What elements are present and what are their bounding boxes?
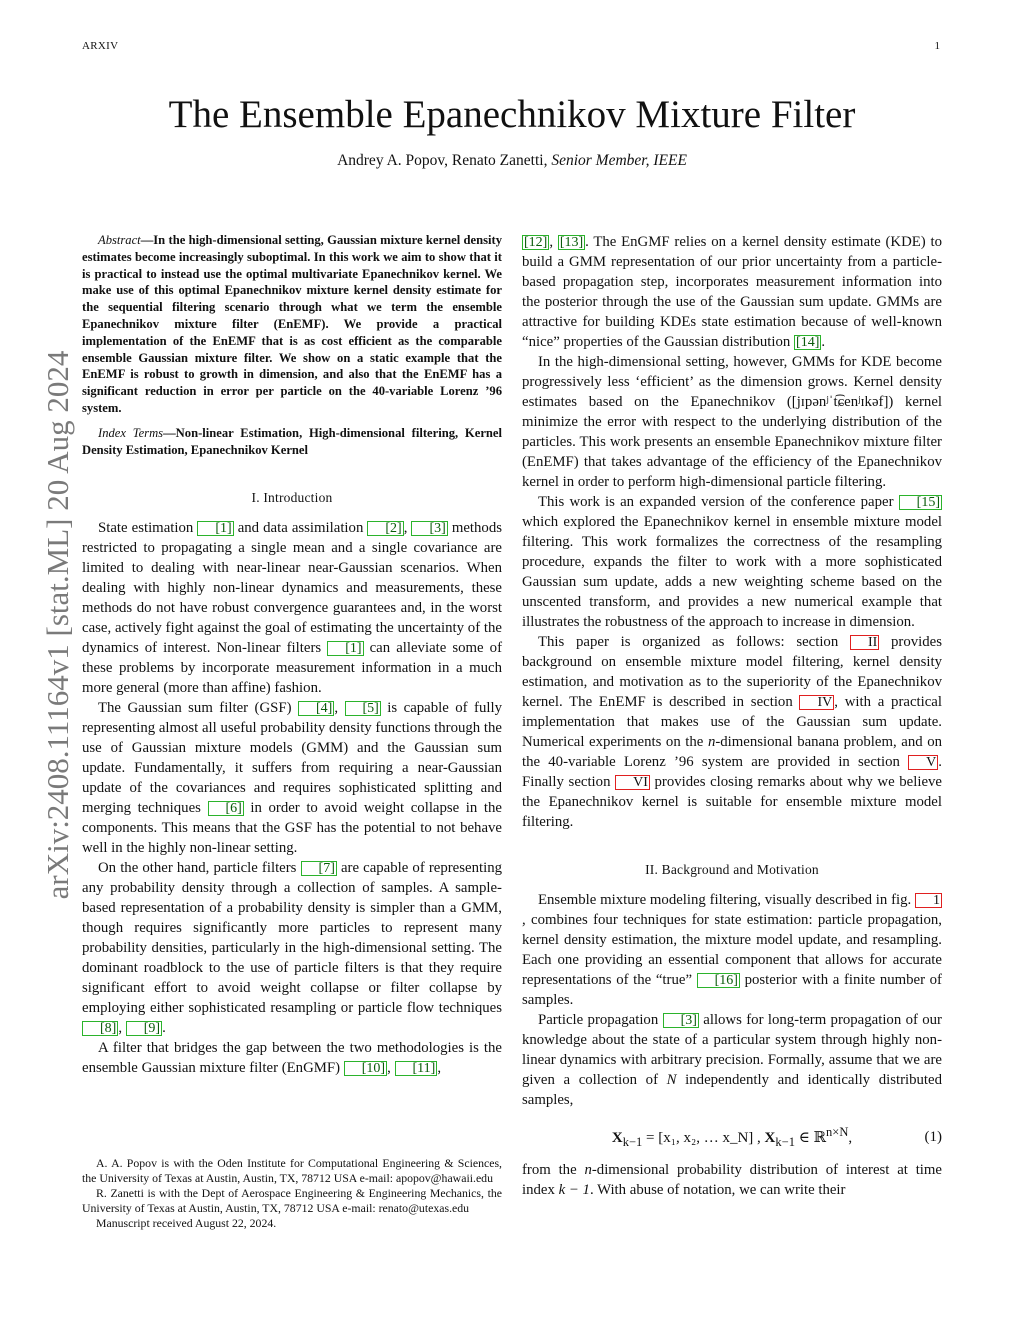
footnote-zanetti: R. Zanetti is with the Dept of Aerospace Engineering & Engineering Mechanics, the University of Texas at Austin, Austin, TX, 78712 USA e-mail: renato@utexas.edu xyxy=(82,1186,502,1215)
footnote-manuscript: Manuscript received August 22, 2024. xyxy=(96,1216,277,1230)
index-terms-text: —Non-linear Estimation, High-dimensional filtering, Kernel Density Estimation, Epanechnikov Kernel xyxy=(82,425,502,457)
section-heading-introduction: I. Introduction xyxy=(251,490,333,506)
intro-paragraph-4: A filter that bridges the gap between the two methodologies is the ensemble Gaussian mixture filter (EnGMF) [10] , [11] , xyxy=(82,1040,502,1077)
footnote-popov: A. A. Popov is with the Oden Institute for Computational Engineering & Sciences, the University of Texas at Austin, Austin, TX, 78712 USA e-mail: apopov@hawaii.edu xyxy=(82,1156,502,1185)
figure-link[interactable]: 1 xyxy=(915,893,942,908)
equation-body: $X_{k-1} = [x_1$, x₂, … x_N] , $X_{k-1}$ ∈ ℝ$^{n\times N}$, xyxy=(611,1125,853,1149)
right-paragraph-1: In the high-dimensional setting, however, GMMs for KDE become progressively less ‘efficient’ as the dimension grows. Kernel density estimates based on the Epanechnikov ([jɪpənʲˈt͡ɕenʲɪkəf]) kernel minimize the error with respect to the underlying distribution of the particles. This work presents an ensemble Epanechnikov mixture filter (EnEMF) that takes advantage of the efficiency of the Epanechnikov kernel in order to perform high-dimensional particle filtering. xyxy=(522,354,942,490)
citation-link[interactable]: [15] xyxy=(899,495,942,510)
citation-link[interactable]: [6] xyxy=(208,801,244,816)
right-paragraph-2: This work is an expanded version of the conference paper [15] which explored the Epanechnikov kernel in ensemble mixture model filtering. This work formalizes the correctness of the resampling procedure, expands the filter to work with a more sophisticated Gaussian sum update, adds a new weighting scheme based on the unscented transform, and provides a new numerical example that illustrates the robustness of the approach to increase in dimension. xyxy=(522,494,942,630)
citation-link[interactable]: [16] xyxy=(697,973,740,988)
page-number: 1 xyxy=(934,40,940,52)
index-terms-lead: Index Terms xyxy=(98,425,164,440)
right-paragraph-6: from the n-dimensional probability distribution of interest at time index k − 1. With abuse of notation, we can write their xyxy=(522,1162,942,1198)
citation-link[interactable]: [1] xyxy=(197,521,233,536)
section-link[interactable]: II xyxy=(850,635,879,650)
equation-1 xyxy=(522,1122,942,1152)
arxiv-sidebar-identifier: arXiv:2408.11164v1 [stat.ML] 20 Aug 2024 xyxy=(40,350,75,900)
citation-link[interactable]: [5] xyxy=(345,701,381,716)
citation-link[interactable]: [11] xyxy=(395,1061,438,1076)
citation-link[interactable]: [10] xyxy=(344,1061,387,1076)
section-link[interactable]: VI xyxy=(615,775,650,790)
right-paragraph-4: Ensemble mixture modeling filtering, visually described in fig. 1, combines four techniques for state estimation: particle propagation, kernel density estimation, the mixture model update, and resampling. Each one providing an essential component that allows for accurate representations of the “true” [16] posterior with a finite number of samples. xyxy=(522,892,942,1008)
citation-link[interactable]: [12] xyxy=(524,235,548,250)
author-line xyxy=(0,152,1024,170)
footnotes xyxy=(82,1156,502,1231)
abstract xyxy=(82,232,502,417)
citation-link[interactable]: [4] xyxy=(298,701,334,716)
citation-link[interactable]: [1] xyxy=(327,641,363,656)
citation-link[interactable]: [2] xyxy=(367,521,403,536)
author-role: Senior Member, IEEE xyxy=(551,152,687,169)
citation-link[interactable]: [14] xyxy=(796,335,820,350)
left-column xyxy=(82,232,502,1078)
right-column xyxy=(522,232,942,1200)
citation-link[interactable]: [8] xyxy=(82,1021,118,1036)
right-paragraph-5: Particle propagation [3] allows for long-term propagation of our knowledge about the state of a particular system through highly non-linear dynamics with arbitrary precision. Formally, assume that we are given a collection of N independently and identically distributed samples, xyxy=(522,1012,942,1108)
citation-link[interactable]: [9] xyxy=(126,1021,162,1036)
intro-paragraph-3: On the other hand, particle filters [7] are capable of representing any probability density through a collection of samples. A sample-based representation of a probability density is simpler than a GMM, though requires significantly more particles to represent many probability densities, particularly in the high-dimensional setting. The dominant roadblock to the use of particle filters is that they require significant effort to avoid weight collapse or filter collapse by employing either sophisticated resampling or particle flow techniques [8] , [9] . xyxy=(82,860,502,1037)
abstract-lead: Abstract xyxy=(98,233,141,247)
author-names: Andrey A. Popov, Renato Zanetti, xyxy=(337,152,548,169)
index-terms xyxy=(82,425,502,459)
intro-paragraph-2: The Gaussian sum filter (GSF) [4] , [5] is capable of fully representing almost all useful probability density functions through the use of Gaussian mixture models (GMM) and the Gaussian sum update. Fundamentally, it suffers from requiring a near-Gaussian update of the covariances and requires sophisticated splitting and merging techniques [6] in order to avoid weight collapse in the components. This means that the GSF has the potential to not behave well in the highly non-linear setting. xyxy=(82,700,503,857)
running-header-left: ARXIV xyxy=(82,40,119,52)
right-paragraph-3: This paper is organized as follows: section II provides background on ensemble mixture model filtering, kernel density estimation, and motivation as to the superiority of the Epanechnikov kernel. The EnEMF is described in section IV , with a practical implementation that makes use of the Gaussian sum update. Numerical experiments on the n-dimensional banana problem, and on the 40-variable Lorenz ’96 system are provided in section V . Finally section VI provides closing remarks about why we believe the Epanechnikov kernel is suitable for ensemble mixture model filtering. xyxy=(522,634,942,830)
citation-link[interactable]: [3] xyxy=(663,1013,699,1028)
equation-number: (1) xyxy=(924,1129,942,1145)
section-link[interactable]: V xyxy=(908,755,938,770)
paper-title: The Ensemble Epanechnikov Mixture Filter xyxy=(168,93,856,136)
citation-link[interactable]: [7] xyxy=(301,861,337,876)
citation-link[interactable]: [13] xyxy=(559,235,584,250)
intro-paragraph-1: State estimation [1] and data assimilation [2] , [3] methods restricted to propagating a single mean and a single covariance are limited to dealing with near-linear near-Gaussian scenarios. When dealing with highly non-linear dynamics and measurements, these methods do not have robust convergence guarantees and, in the worst case, actively fight against the goal of estimating the uncertainty of the dynamics of interest. Non-linear filters [1] can alleviate some of these problems by incorporate measurement information in a much more general (more than affine) fashion. xyxy=(82,520,503,697)
right-paragraph-0: [12] , [13] . The EnGMF relies on a kernel density estimate (KDE) to build a GMM representation of our prior uncertainty from a particle-based propagation step, incorporates measurement information into the posterior through the use of the Gaussian sum update. GMMs are attractive for building KDEs state estimation because of well-known “nice” properties of the Gaussian distribution [14] . xyxy=(522,234,943,350)
citation-link[interactable]: [3] xyxy=(411,521,447,536)
section-heading-background: II. Background and Motivation xyxy=(645,862,819,877)
abstract-text: —In the high-dimensional setting, Gaussian mixture kernel density estimates become increasingly suboptimal. In this work we aim to show that it is practical to instead use the optimal multivariate Epanechnikov kernel. We make use of this optimal Epanechnikov mixture kernel density estimate for the sequential filtering scenario through what we term the ensemble Epanechnikov mixture filter (EnEMF). We provide a practical implementation of the EnEMF that is as cost efficient as the comparable ensemble Gaussian mixture filter. We show on a static example that the EnEMF is robust to growth in dimension, and also that the EnEMF has a significant reduction in error per particle on the 40-variable Lorenz ’96 system. xyxy=(82,233,502,415)
section-link[interactable]: IV xyxy=(799,695,834,710)
